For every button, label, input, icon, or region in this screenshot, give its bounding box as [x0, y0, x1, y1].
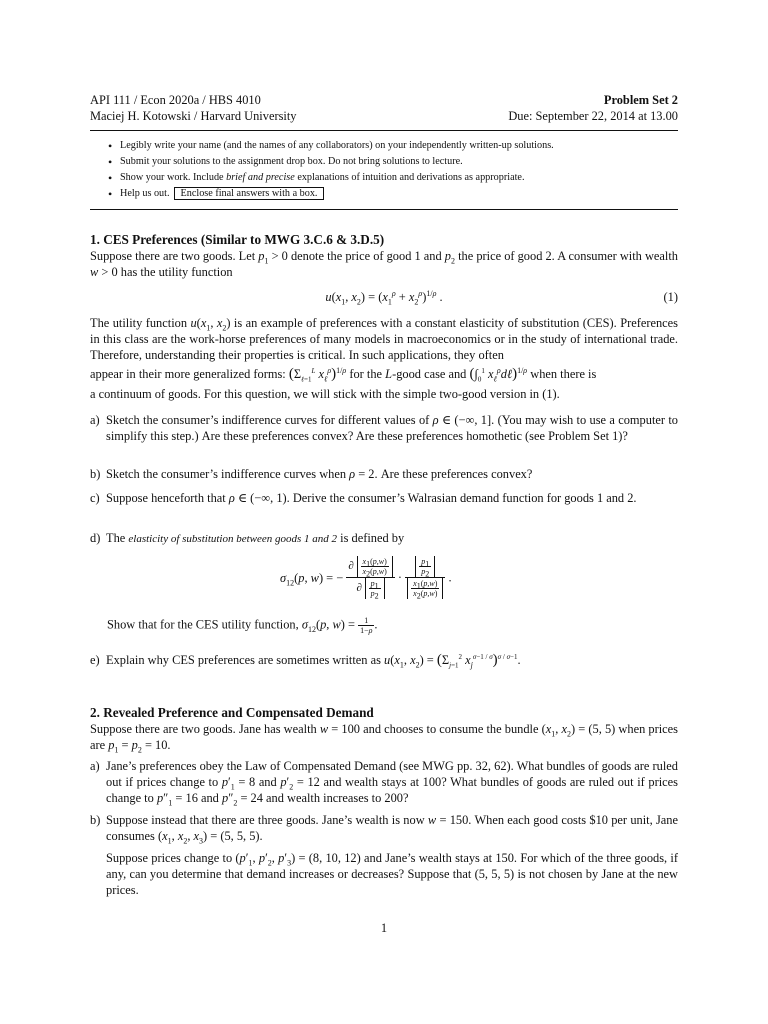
instruction-item: • Legibly write your name (and the names of any collaborators) on your independently written-up solutions. — [108, 138, 668, 154]
page-number: 1 — [380, 921, 388, 935]
document-title: Problem Set 2 — [603, 93, 678, 107]
section-1-intro: Suppose there are two goods. Let $p_1 > 0$ denote the price of good 1 and $p_2$ the price of good 2. A consumer with wealth w > 0 has the utility function — [90, 249, 678, 279]
section-2-title: 2. Revealed Preference and Compensated Demand — [90, 705, 374, 720]
instruction-item: • Show your work. Include brief and precise explanations of intuition and derivations as appropriate. — [108, 170, 668, 186]
elasticity-formula: $\sigma_{12}(p$, w) = − ∂ $\frac{x_1(p,w)}{x_2(p,w)}$ ∂ $\frac{p_1}{p_2}$ · $\frac{\frac{p_1}{p_2}}{\frac{x_1(p,w)}{x_2(p,w)}}$ . — [280, 557, 452, 601]
equation-1: $u(x_1$, $x_2) = (x_1^\rho + x_2^\rho)^{1/\rho}$ . (1) — [325, 288, 678, 307]
question-1c: c) Suppose henceforth that ρ ∈ (−∞, 1). Derive the consumer’s Walrasian demand function for goods 1 and 2. — [90, 491, 637, 505]
section-2-intro: Suppose there are two goods. Jane has wealth w = 100 and chooses to consume the bundle ($x_1$, $x_2) = (5$, 5) when prices are $p_1 = p_2 = 10$. — [90, 722, 678, 755]
question-1e: e) Explain why CES preferences are sometimes written as $u(x_1$, $x_2) = (\Sigma_{j=1}^2$ $x_j^{\sigma-1 / \sigma})^{\sigma / \sigma-1}$. — [90, 652, 521, 670]
question-1a: a) Sketch the consumer’s indifference curves for different values of ρ ∈ (−∞, 1]. (You may wish to use a computer to simplify this step.) Are these preferences convex? Are these preferences homothetic (see Problem Set 1)? — [90, 413, 678, 443]
question-1b: b) Sketch the consumer’s indifference curves when ρ = 2. Are these preferences convex? — [90, 467, 533, 481]
instructions-list — [108, 138, 668, 202]
header-rule — [90, 130, 678, 131]
document-header — [90, 92, 678, 124]
question-2a: a) Jane’s preferences obey the Law of Compensated Demand (see MWG pp. 32, 62). What bundles of goods are ruled out if prices change to $p'_1 = 8$ and $p'_2 = 12$ and wealth stays at 100? What bundles of goods are ruled out if prices change to $p''_1 = 16$ and $p''_2 = 24$ and wealth increases to 200? — [90, 759, 678, 808]
instructor-line: Maciej H. Kotowski / Harvard University — [90, 109, 297, 123]
course-codes: API 111 / Econ 2020a / HBS 4010 — [90, 93, 261, 107]
ces-general-forms: appear in their more generalized forms: ($\Sigma_{\ell=1}^L$ $x_\ell^\rho)^{1/\rho}$ for the L-good case and ($\int_0^1$ $x_\ell^\rho d\ell)^{1/\rho}$ when there is — [90, 365, 597, 384]
section-1-title: 1. CES Preferences (Similar to MWG 3.C.6 & 3.D.5) — [90, 232, 385, 247]
ces-discussion-end: a continuum of goods. For this question, we will stick with the simple two-good version in (1). — [90, 387, 560, 401]
due-date: Due: September 22, 2014 at 13.00 — [508, 109, 678, 123]
instruction-item: • Submit your solutions to the assignment drop box. Do not bring solutions to lecture. — [108, 154, 668, 170]
boxed-answer-example: Enclose final answers with a box. — [174, 187, 325, 200]
instruction-item: • Help us out. Enclose final answers with a box. — [108, 186, 668, 202]
equation-number: (1) — [663, 290, 678, 304]
question-1d-show: Show that for the CES utility function, $\sigma_{12}(p$, w) = $\frac{1}{1-\rho}$ . — [107, 616, 378, 635]
instructions-rule — [90, 209, 678, 210]
question-2b: b) Suppose instead that there are three goods. Jane’s wealth is now w = 150. When each good costs $10 per unit, Jane consumes ($x_1$, $x_2$, $x_3) = (5$, 5, 5). Suppose prices change to ($p'_1$, $p'_2$, $p'_3) = (8$, 10, 12) and Jane’s wealth stays at 150. For which of the three goods, if any, can you determine that demand increases or decreases? Suppose that (5, 5, 5) is not chosen by Jane at the new prices. — [90, 813, 679, 897]
ces-discussion: The utility function $u(x_1$, $x_2$) is an example of preferences with a constant elasticity of substitution (CES). Preferences in this class are the work-horse preferences of many models in macroeconomics or in the study of international trade. Therefore, understanding their properties is critical. In such applications, they often — [90, 316, 678, 362]
question-1d: d) The elasticity of substitution between goods 1 and 2 is defined by — [90, 531, 405, 545]
